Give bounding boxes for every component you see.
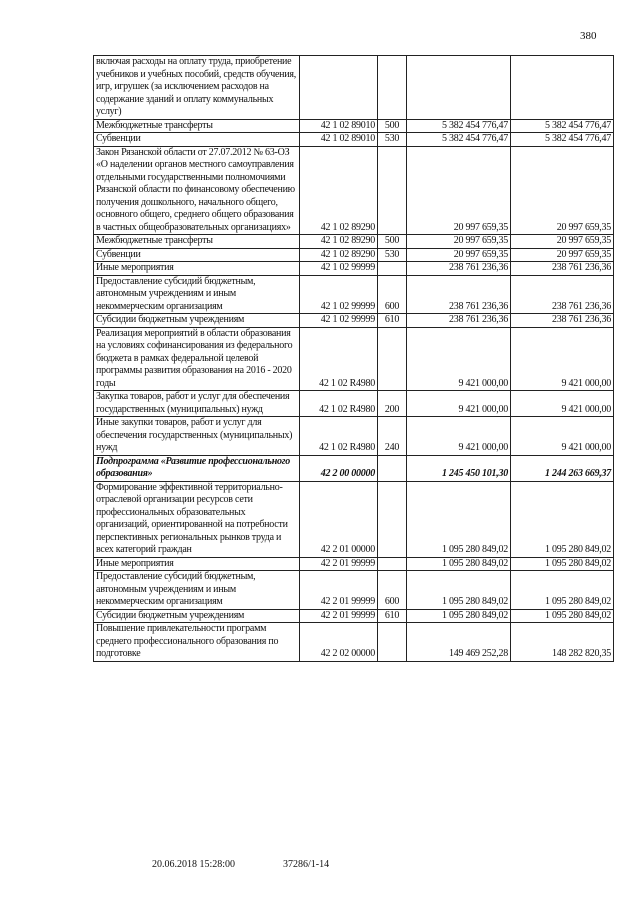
table-row [94,609,614,623]
item-name: Субвенции [94,133,300,147]
amount-year-2: 1 095 280 849,02 [511,571,614,610]
expense-type [378,481,407,557]
target-code: 42 1 02 R4980 [300,417,378,456]
amount-year-2: 148 282 820,35 [511,623,614,662]
expense-type: 500 [378,235,407,249]
expense-type: 600 [378,571,407,610]
table-row [94,248,614,262]
item-name: включая расходы на оплату труда, приобретение учебников и учебных пособий, средств обучения, игр, игрушек (за исключением расходов на содержание зданий и оплату коммунальных услуг) [94,56,300,120]
page-number: 380 [580,30,597,42]
target-code: 42 2 01 99999 [300,571,378,610]
expense-type [378,56,407,120]
amount-year-2: 20 997 659,35 [511,248,614,262]
amount-year-1: 238 761 236,36 [407,275,511,314]
amount-year-2 [511,56,614,120]
item-name: Субсидии бюджетным учреждениям [94,609,300,623]
amount-year-2: 238 761 236,36 [511,262,614,276]
amount-year-1: 1 095 280 849,02 [407,609,511,623]
target-code [300,56,378,120]
budget-table-body [94,56,614,662]
item-name: Повышение привлекательности программ среднего профессионального образования по подготовке [94,623,300,662]
table-row [94,275,614,314]
amount-year-1: 1 245 450 101,30 [407,455,511,481]
item-name: Иные мероприятия [94,262,300,276]
item-name: Иные закупки товаров, работ и услуг для обеспечения государственных (муниципальных) нужд [94,417,300,456]
amount-year-2: 1 095 280 849,02 [511,557,614,571]
expense-type: 530 [378,248,407,262]
item-name: Закон Рязанской области от 27.07.2012 № 63-ОЗ «О наделении органов местного самоуправления отдельными государственными полномочиями Рязанской области по финансовому обеспечению получения дошкольного, начального общего, основного общего, среднего общего образования в частных общеобразовательных организациях» [94,146,300,235]
target-code: 42 1 02 89290 [300,235,378,249]
item-name: Предоставление субсидий бюджетным, автономным учреждениям и иным некоммерческим организациям [94,571,300,610]
item-name: Субвенции [94,248,300,262]
item-name: Закупка товаров, работ и услуг для обеспечения государственных (муниципальных) нужд [94,391,300,417]
amount-year-2: 20 997 659,35 [511,235,614,249]
target-code: 42 1 02 89290 [300,146,378,235]
amount-year-2: 9 421 000,00 [511,417,614,456]
table-row [94,557,614,571]
target-code: 42 2 01 99999 [300,557,378,571]
amount-year-2: 1 095 280 849,02 [511,481,614,557]
footer-doc-number: 37286/1-14 [283,859,330,870]
target-code: 42 1 02 R4980 [300,327,378,391]
item-name: Подпрограмма «Развитие профессионального образования» [94,455,300,481]
expense-type: 240 [378,417,407,456]
amount-year-1: 20 997 659,35 [407,235,511,249]
table-row [94,133,614,147]
item-name: Субсидии бюджетным учреждениям [94,314,300,328]
footer-datetime: 20.06.2018 15:28:00 [152,859,236,870]
item-name: Реализация мероприятий в области образования на условиях софинансирования из федерального бюджета в рамках федеральной целевой программы развития образования на 2016 - 2020 годы [94,327,300,391]
amount-year-2: 1 095 280 849,02 [511,609,614,623]
amount-year-2: 20 997 659,35 [511,146,614,235]
table-row [94,235,614,249]
amount-year-1: 238 761 236,36 [407,262,511,276]
expense-type: 600 [378,275,407,314]
table-row [94,327,614,391]
expense-type: 500 [378,119,407,133]
target-code: 42 2 01 00000 [300,481,378,557]
target-code: 42 1 02 89290 [300,248,378,262]
target-code: 42 2 02 00000 [300,623,378,662]
amount-year-1 [407,56,511,120]
amount-year-1: 5 382 454 776,47 [407,133,511,147]
table-row [94,623,614,662]
table-row [94,119,614,133]
table-row [94,146,614,235]
target-code: 42 1 02 89010 [300,133,378,147]
expense-type: 610 [378,609,407,623]
item-name: Межбюджетные трансферты [94,235,300,249]
amount-year-1: 1 095 280 849,02 [407,481,511,557]
target-code: 42 1 02 99999 [300,262,378,276]
table-row [94,314,614,328]
expense-type [378,146,407,235]
target-code: 42 1 02 R4980 [300,391,378,417]
item-name: Межбюджетные трансферты [94,119,300,133]
amount-year-1: 9 421 000,00 [407,327,511,391]
expense-type [378,557,407,571]
expense-type [378,623,407,662]
amount-year-1: 238 761 236,36 [407,314,511,328]
table-row [94,571,614,610]
expense-type: 200 [378,391,407,417]
expense-type [378,455,407,481]
target-code: 42 2 01 99999 [300,609,378,623]
expense-type [378,262,407,276]
item-name: Предоставление субсидий бюджетным, автономным учреждениям и иным некоммерческим организациям [94,275,300,314]
amount-year-1: 9 421 000,00 [407,391,511,417]
target-code: 42 2 00 00000 [300,455,378,481]
expense-type: 530 [378,133,407,147]
table-row [94,455,614,481]
amount-year-2: 238 761 236,36 [511,314,614,328]
item-name: Формирование эффективной территориально-отраслевой организации ресурсов сети профессиональных образовательных организаций, ориентированной на потребности перспективных региональных рынков труда и всех категорий граждан [94,481,300,557]
amount-year-2: 5 382 454 776,47 [511,119,614,133]
table-row [94,56,614,120]
amount-year-1: 20 997 659,35 [407,248,511,262]
table-row [94,262,614,276]
amount-year-1: 1 095 280 849,02 [407,557,511,571]
amount-year-2: 9 421 000,00 [511,391,614,417]
expense-type: 610 [378,314,407,328]
item-name: Иные мероприятия [94,557,300,571]
amount-year-1: 1 095 280 849,02 [407,571,511,610]
table-row [94,391,614,417]
table-row [94,417,614,456]
amount-year-1: 5 382 454 776,47 [407,119,511,133]
amount-year-2: 5 382 454 776,47 [511,133,614,147]
amount-year-2: 238 761 236,36 [511,275,614,314]
table-row [94,481,614,557]
budget-table [93,55,614,662]
target-code: 42 1 02 89010 [300,119,378,133]
amount-year-1: 20 997 659,35 [407,146,511,235]
amount-year-1: 149 469 252,28 [407,623,511,662]
amount-year-1: 9 421 000,00 [407,417,511,456]
expense-type [378,327,407,391]
target-code: 42 1 02 99999 [300,314,378,328]
target-code: 42 1 02 99999 [300,275,378,314]
amount-year-2: 1 244 263 669,37 [511,455,614,481]
amount-year-2: 9 421 000,00 [511,327,614,391]
